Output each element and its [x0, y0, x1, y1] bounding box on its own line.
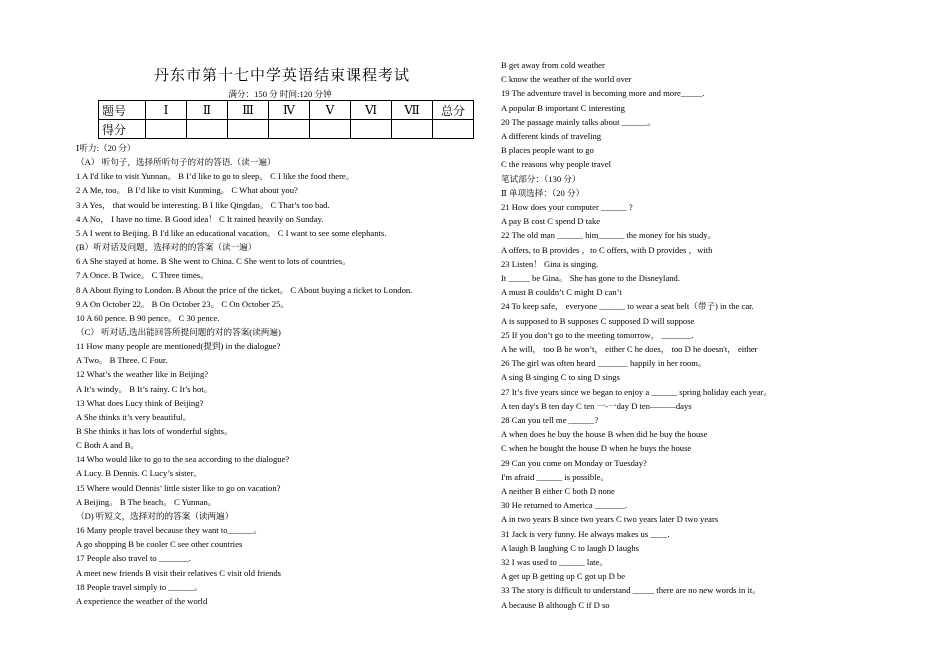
text-line: 19 The adventure travel is becoming more and more_____.: [501, 88, 705, 99]
text-line: C when he bought the house D when he buys the house: [501, 443, 692, 454]
text-line: 27 It’s five years since we began to enjoy a ______ spring holiday each year。: [501, 386, 773, 397]
text-line: 23 Listen！ Gina is singing.: [501, 258, 599, 269]
text-line: A Beijing。 B The beach。 C Yunnan。: [76, 496, 217, 507]
score-column-header: Ⅰ: [146, 101, 187, 120]
text-line: A because B although C if D so: [501, 599, 610, 610]
text-line: 13 What does Lucy think of Beijing?: [76, 397, 204, 408]
text-line: 7 A Once. B Twice。 C Three times。: [76, 270, 209, 281]
text-line: 28 Can you tell me ______?: [501, 415, 599, 425]
text-line: 24 To keep safe， everyone ______ to wear a seat belt（带子) in the car.: [501, 301, 754, 312]
text-line: A neither B either C both D none: [501, 486, 615, 496]
text-line: A go shopping B be cooler C see other countries: [76, 539, 243, 550]
score-cell: [351, 120, 392, 139]
text-line: B She thinks it has lots of wonderful sights。: [76, 426, 233, 436]
text-line: A laugh B laughing C to laugh D laughs: [501, 542, 639, 553]
text-line: 11 How many people are mentioned(提到) in the dialogue?: [76, 341, 281, 352]
text-line: I'm afraid ______ is possible。: [501, 471, 610, 482]
text-line: A is supposed to B supposes C supposed D will suppose: [501, 315, 695, 326]
text-line: 22 The old man ______ him______ the money for his study。: [501, 230, 717, 241]
text-line: 33 The story is difficult to understand _____ there are no new words in it。: [501, 585, 761, 596]
text-line: （D) 听短文，选择对的的答案（读两遍）: [76, 510, 234, 521]
text-line: 25 If you don’t go to the meeting tomorrow， _______.: [501, 329, 694, 340]
text-line: 9 A On October 22。 B On October 23。 C On October 25。: [76, 298, 289, 309]
score-column-header: 总分: [433, 101, 474, 120]
text-line: 31 Jack is very funny. He always makes us ____.: [501, 528, 670, 539]
text-line: A different kinds of traveling: [501, 131, 602, 141]
score-cell: [392, 120, 433, 139]
text-line: 笔试部分：（130 分）: [501, 173, 581, 184]
text-line: 10 A 60 pence. B 90 pence。 C 30 pence.: [76, 312, 220, 323]
text-line: Ⅰ听力:（20 分）: [76, 143, 136, 153]
text-line: 6 A She stayed at home. B She went to China. C She went to lots of countries。: [76, 256, 351, 267]
text-line: A pay B cost C spend D take: [501, 216, 601, 227]
text-line: C the reasons why people travel: [501, 159, 612, 170]
text-line: A he will， too B he won’t， either C he does， too D he doesn't， either: [501, 344, 758, 354]
text-line: 5 A I went to Beijing. B I'd like an educational vacation。 C I want to see some elephants.: [76, 227, 387, 238]
text-line: （C） 听对话,选出能回答所提问题的对的答案(读两遍): [76, 326, 281, 337]
score-cell: [146, 120, 187, 139]
text-line: A ten day's B ten day C ten 一-一day D ten———days: [501, 400, 692, 411]
text-line: A experience the weather of the world: [76, 595, 208, 606]
score-table: [98, 100, 474, 139]
text-line: A It’s windy。 B It’s rainy. C It’s hot。: [76, 383, 213, 394]
score-table-header-row: [99, 101, 474, 120]
text-line: （A） 听句子，选择所听句子的对的答语.（读一遍）: [76, 157, 276, 168]
exam-info: 满分：150 分 时间:120 分钟: [228, 89, 332, 99]
score-cell: [269, 120, 310, 139]
score-column-header: Ⅱ: [187, 101, 228, 120]
text-line: 30 He returned to America _______.: [501, 500, 628, 511]
score-column-header: Ⅶ: [392, 101, 433, 120]
text-line: C know the weather of the world over: [501, 74, 632, 85]
text-line: 2 A Me, too。 B I’d like to visit Kunming。 C What about you?: [76, 185, 298, 196]
text-line: 20 The passage mainly talks about ______。: [501, 116, 656, 127]
text-line: A get up B getting up C got up D be: [501, 571, 626, 582]
text-line: A She thinks it’s very beautiful。: [76, 411, 192, 422]
score-table-row-label: 得分: [99, 120, 146, 139]
text-line: 8 A About flying to London. B About the price of the ticket。 C About buying a ticket to London.: [76, 284, 413, 295]
score-cell: [187, 120, 228, 139]
text-line: 3 A Yes， that would be interesting. B I like Qingdao。 C That’s too bad.: [76, 199, 330, 210]
text-line: C Both A and B。: [76, 440, 140, 451]
text-line: It _____ be Gina。 She has gone to the Disneyland.: [501, 273, 681, 283]
text-line: 14 Who would like to go to the sea according to the dialogue?: [76, 454, 290, 465]
text-line: 29 Can you come on Monday or Tuesday?: [501, 457, 647, 468]
text-line: 4 A No， I have no time. B Good idea！ C It rained heavily on Sunday.: [76, 213, 324, 224]
text-line: A sing B singing C to sing D sings: [501, 372, 620, 383]
text-line: 21 How does your computer ______ ?: [501, 202, 633, 212]
text-line: B get away from cold weather: [501, 60, 605, 70]
text-line: 32 I was used to ______ late。: [501, 557, 608, 567]
text-line: A must B couldn’t C might D can’t: [501, 287, 622, 298]
score-column-header: Ⅳ: [269, 101, 310, 120]
text-line: 17 People also travel to _______.: [76, 553, 192, 564]
text-line: A Lucy. B Dennis. C Lucy’s sister。: [76, 468, 202, 479]
text-line: B places people want to go: [501, 145, 594, 156]
score-cell: [310, 120, 351, 139]
text-line: A meet new friends B visit their relatives C visit old friends: [76, 567, 282, 578]
text-line: (B）听对话及问题，选择对的的答案（读一遍）: [76, 242, 257, 253]
text-line: A Two。 B Three. C Four.: [76, 355, 168, 366]
text-line: A popular B important C interesting: [501, 102, 625, 113]
text-line: A offers, to B provides ，to C offers, with D provides ，with: [501, 244, 713, 255]
text-line: 18 People travel simply to ______。: [76, 581, 203, 592]
text-line: 15 Where would Dennis’ little sister like to go on vacation?: [76, 482, 281, 493]
score-column-header: Ⅴ: [310, 101, 351, 120]
text-line: Ⅱ 单项选择：（20 分）: [501, 187, 585, 198]
score-column-header: Ⅲ: [228, 101, 269, 120]
text-line: A in two years B since two years C two years later D two years: [501, 514, 719, 525]
score-cell: [433, 120, 474, 139]
text-line: 26 The girl was often heard _______ happily in her room。: [501, 358, 707, 369]
score-table-score-row: [99, 120, 474, 139]
text-line: 1 A I'd like to visit Yunnan。 B I’d like to go to sleep。 C I like the food there。: [76, 171, 355, 182]
text-line: 12 What’s the weather like in Beijing?: [76, 369, 209, 380]
page-title: 丹东市第十七中学英语结束课程考试: [153, 68, 410, 84]
text-line: A when does he buy the house B when did he buy the house: [501, 429, 708, 440]
score-column-header: Ⅵ: [351, 101, 392, 120]
score-table-row-label: 题号: [99, 101, 146, 120]
text-line: 16 Many people travel because they want to______。: [76, 525, 262, 536]
score-cell: [228, 120, 269, 139]
